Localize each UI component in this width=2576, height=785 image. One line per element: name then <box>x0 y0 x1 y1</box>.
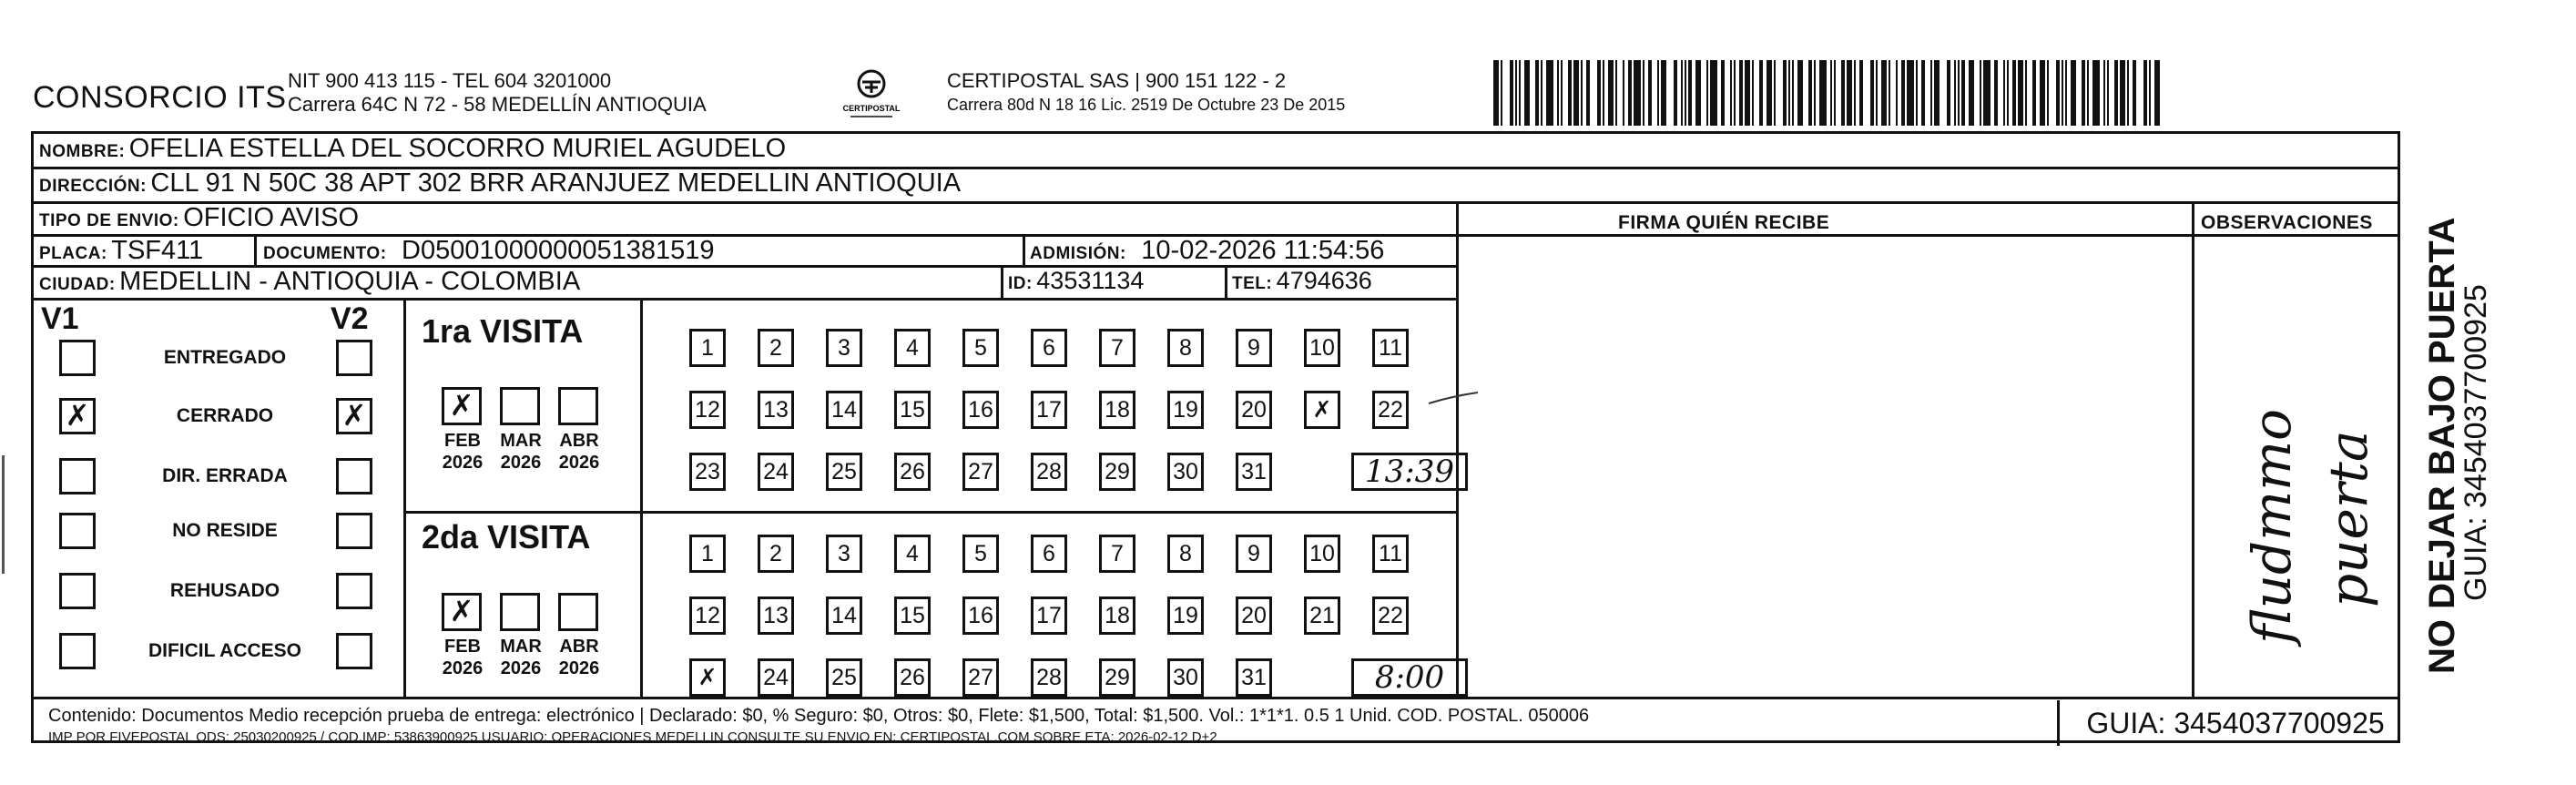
barcode-bar <box>1841 60 1845 126</box>
barcode-bar <box>1752 60 1754 126</box>
barcode-bar <box>1870 60 1874 126</box>
day-checkbox[interactable]: 6 <box>1031 329 1067 367</box>
barcode-bar <box>1493 60 1499 126</box>
barcode-bar <box>2065 60 2067 126</box>
barcode-bar <box>1901 60 1905 126</box>
day-checkbox[interactable]: 8 <box>1167 329 1204 367</box>
id-cell <box>1008 267 1144 295</box>
pen-mark <box>1427 391 1481 409</box>
barcode-bar <box>1797 60 1803 126</box>
type-row <box>39 203 359 233</box>
content-summary: Contenido: Documentos Medio recepción prueba de entrega: electrónico | Declarado: $0, % Seguro: $0, Otros: $0, Flete: $1,500, Total: $1,500. Vol.: 1*1*1. 0.5 1 Unid. COD. POSTAL. 050006 <box>48 706 1590 726</box>
company-nit: NIT 900 413 115 - TEL 604 3201000 <box>288 69 612 92</box>
barcode-bar <box>2007 60 2009 126</box>
barcode-bar <box>1706 60 1708 126</box>
day-checkbox[interactable]: 20 <box>1236 391 1272 429</box>
month-year: 2026 <box>558 658 600 678</box>
barcode-bar <box>1586 60 1590 126</box>
day-checkbox[interactable]: 16 <box>962 391 999 429</box>
barcode-bar <box>2133 60 2136 126</box>
day-checkbox[interactable]: 27 <box>962 453 999 491</box>
status-label: REHUSADO <box>169 580 280 601</box>
courier-address: Carrera 80d N 18 16 Lic. 2519 De Octubre 23 De 2015 <box>947 96 1346 114</box>
barcode-bar <box>1730 60 1732 126</box>
day-checkbox[interactable]: 7 <box>1099 535 1135 573</box>
company-info <box>288 69 707 117</box>
id-label: ID: <box>1008 274 1033 293</box>
day-checkbox[interactable]: 5 <box>962 535 999 573</box>
status-v1-checkbox[interactable] <box>59 573 96 609</box>
day-checkbox[interactable]: 19 <box>1167 391 1204 429</box>
type-label: TIPO DE ENVIO: <box>39 211 179 230</box>
document-cell <box>263 236 715 266</box>
status-label: DIFICIL ACCESO <box>148 640 301 661</box>
day-checkbox[interactable]: 7 <box>1099 329 1135 367</box>
edge-mark <box>2 455 5 574</box>
day-checkbox[interactable]: 12 <box>689 596 726 635</box>
status-v2-checkbox[interactable]: ✗ <box>336 398 372 434</box>
barcode-bar <box>2143 60 2147 126</box>
barcode-bar <box>2087 60 2089 126</box>
day-checkbox[interactable]: 9 <box>1236 329 1272 367</box>
observations-header: OBSERVACIONES <box>2201 212 2373 233</box>
barcode-bar <box>1916 60 1918 126</box>
barcode-bar <box>1830 60 1832 126</box>
day-checkbox[interactable]: 29 <box>1099 658 1135 697</box>
tel-value: 4794636 <box>1276 267 1372 294</box>
day-checkbox[interactable]: 15 <box>894 596 931 635</box>
visit-time[interactable]: 8:00 <box>1351 658 1468 697</box>
barcode-bar <box>1859 60 1863 126</box>
barcode-bar <box>1603 60 1604 126</box>
barcode-bar <box>1876 60 1878 126</box>
barcode-bar <box>1581 60 1583 126</box>
barcode-bar <box>1535 60 1539 126</box>
status-v1-checkbox[interactable] <box>59 513 96 549</box>
month-checkbox[interactable] <box>500 593 540 631</box>
barcode-bar <box>2120 60 2125 126</box>
admission-value: 10-02-2026 11:54:56 <box>1141 236 1385 265</box>
month-name: FEB <box>444 637 481 657</box>
barcode-bar <box>1834 60 1836 126</box>
admission-cell <box>1030 236 1384 266</box>
barcode-bar <box>1568 60 1572 126</box>
day-checkbox[interactable]: 14 <box>826 391 862 429</box>
status-v2-checkbox[interactable] <box>336 513 372 549</box>
day-checkbox[interactable]: 17 <box>1031 596 1067 635</box>
barcode-bar <box>1907 60 1914 126</box>
month-name: MAR <box>500 431 542 451</box>
barcode-bar <box>2047 60 2049 126</box>
observation-handwriting-2: puerta <box>2317 430 2379 607</box>
name-label: NOMBRE: <box>39 142 126 161</box>
barcode-bar <box>1501 60 1502 126</box>
barcode-bar <box>2062 60 2063 126</box>
month-year: 2026 <box>442 453 484 473</box>
recipient-name: OFELIA ESTELLA DEL SOCORRO MURIEL AGUDELO <box>128 134 787 163</box>
company-name: CONSORCIO ITS <box>33 80 287 115</box>
day-checkbox[interactable]: 20 <box>1236 596 1272 635</box>
barcode-bar <box>1947 60 1950 126</box>
day-checkbox[interactable]: 25 <box>826 453 862 491</box>
day-checkbox[interactable]: 25 <box>826 658 862 697</box>
day-checkbox[interactable]: 16 <box>962 596 999 635</box>
month-year: 2026 <box>500 453 542 473</box>
barcode-bar <box>1657 60 1659 126</box>
barcode-bar <box>1681 60 1683 126</box>
plate-cell <box>39 236 203 266</box>
barcode-bar <box>1954 60 1956 126</box>
day-checkbox[interactable]: 3 <box>826 535 862 573</box>
month-year: 2026 <box>500 658 542 678</box>
barcode-bar <box>1546 60 1553 126</box>
barcode-bar <box>1788 60 1790 126</box>
status-label: DIR. ERRADA <box>162 465 288 486</box>
status-label: ENTREGADO <box>163 347 287 368</box>
print-info: IMP POR FIVEPOSTAL ODS: 25030200925 / COD.IMP: 53863900925 USUARIO: OPERACIONES MEDELLIN CONSULTE SU ENVIO EN: CERTIPOSTAL.COM SOBRE ETA: 2026-02-12 D+2 <box>48 729 1217 745</box>
status-v2-checkbox[interactable] <box>336 573 372 609</box>
status-label: NO RESIDE <box>172 520 278 541</box>
barcode-bar <box>1510 60 1513 126</box>
day-checkbox[interactable]: ✗ <box>689 658 726 697</box>
day-checkbox[interactable]: 13 <box>758 596 794 635</box>
month-checkbox[interactable]: ✗ <box>442 593 482 631</box>
plate-value: TSF411 <box>111 236 204 265</box>
barcode-bar <box>2003 60 2005 126</box>
barcode-bar <box>1634 60 1641 126</box>
month-checkbox[interactable] <box>558 593 598 631</box>
barcode-bar <box>1710 60 1717 126</box>
day-checkbox[interactable]: 30 <box>1167 658 1204 697</box>
barcode-bar <box>2127 60 2129 126</box>
address-row <box>39 168 961 199</box>
barcode-bar <box>2018 60 2023 126</box>
barcode-bar <box>1597 60 1601 126</box>
day-checkbox[interactable]: 13 <box>758 391 794 429</box>
barcode-bar <box>1557 60 1559 126</box>
barcode-bar <box>1515 60 1517 126</box>
name-row <box>39 134 786 164</box>
month-name: ABR <box>559 431 599 451</box>
day-checkbox[interactable]: 15 <box>894 391 931 429</box>
tel-label: TEL: <box>1232 274 1273 293</box>
barcode-bar <box>1994 60 1998 126</box>
day-checkbox[interactable]: 1 <box>689 329 726 367</box>
day-checkbox[interactable]: 24 <box>758 658 794 697</box>
id-value: 43531134 <box>1036 267 1145 294</box>
day-checkbox[interactable]: 19 <box>1167 596 1204 635</box>
barcode-bar <box>1767 60 1772 126</box>
status-v1-checkbox[interactable] <box>59 340 96 376</box>
barcode-bar <box>2107 60 2109 126</box>
month-checkbox[interactable] <box>558 387 598 425</box>
barcode-bar <box>2071 60 2076 126</box>
day-checkbox[interactable]: 4 <box>894 535 931 573</box>
day-checkbox[interactable]: 18 <box>1099 596 1135 635</box>
barcode-bar <box>1814 60 1816 126</box>
day-checkbox[interactable]: 30 <box>1167 453 1204 491</box>
day-checkbox[interactable]: 21 <box>1304 596 1340 635</box>
day-checkbox[interactable]: 5 <box>962 329 999 367</box>
month-name: MAR <box>500 637 542 657</box>
document-label: DOCUMENTO: <box>263 244 387 263</box>
status-v1-checkbox[interactable] <box>59 633 96 669</box>
month-year: 2026 <box>442 658 484 678</box>
month-name: FEB <box>444 431 481 451</box>
day-checkbox[interactable]: 1 <box>689 535 726 573</box>
barcode-bar <box>2056 60 2060 126</box>
status-v1-checkbox[interactable] <box>59 458 96 494</box>
day-checkbox[interactable]: 17 <box>1031 391 1067 429</box>
day-checkbox[interactable]: 28 <box>1031 453 1067 491</box>
barcode-bar <box>1783 60 1787 126</box>
barcode-bar <box>1847 60 1852 126</box>
barcode-bar <box>1983 60 1991 126</box>
visit-time[interactable]: 13:39 <box>1351 453 1468 491</box>
barcode-bar <box>1695 60 1701 126</box>
signature-header: FIRMA QUIÉN RECIBE <box>1618 212 1830 233</box>
month-name: ABR <box>559 637 599 657</box>
day-checkbox[interactable]: 10 <box>1304 535 1340 573</box>
day-checkbox[interactable]: 9 <box>1236 535 1272 573</box>
city-label: CIUDAD: <box>39 275 116 294</box>
v1-label: V1 <box>41 301 79 336</box>
day-checkbox[interactable]: 27 <box>962 658 999 697</box>
barcode-bar <box>1808 60 1812 126</box>
day-checkbox[interactable]: 22 <box>1372 391 1409 429</box>
status-v2-checkbox[interactable] <box>336 458 372 494</box>
visit2-title: 2da VISITA <box>422 518 591 556</box>
barcode-bar <box>2032 60 2036 126</box>
status-v2-checkbox[interactable] <box>336 633 372 669</box>
barcode-bar <box>1573 60 1579 126</box>
barcode-bar <box>2040 60 2045 126</box>
day-checkbox[interactable]: 6 <box>1031 535 1067 573</box>
barcode-bar <box>1854 60 1856 126</box>
month-checkbox[interactable]: ✗ <box>442 387 482 425</box>
barcode-bar <box>1524 60 1530 126</box>
courier-name: CERTIPOSTAL SAS | 900 151 122 - 2 <box>947 69 1287 92</box>
recipient-address: CLL 91 N 50C 38 APT 302 BRR ARANJUEZ MEDELLIN ANTIOQUIA <box>150 168 962 198</box>
barcode-bar <box>1734 60 1736 126</box>
tel-cell <box>1232 267 1372 295</box>
day-checkbox[interactable]: 26 <box>894 658 931 697</box>
address-label: DIRECCIÓN: <box>39 177 147 196</box>
side-warning: NO DEJAR BAJO PUERTA <box>2422 217 2462 674</box>
day-checkbox[interactable]: 31 <box>1236 453 1272 491</box>
barcode-bar <box>1896 60 1898 126</box>
city-cell <box>39 267 580 297</box>
day-checkbox[interactable]: 8 <box>1167 535 1204 573</box>
day-checkbox[interactable]: 11 <box>1372 535 1409 573</box>
shipment-type: OFICIO AVISO <box>183 203 360 232</box>
barcode-bar <box>1792 60 1794 126</box>
barcode-bar <box>1759 60 1763 126</box>
barcode-bar <box>1674 60 1677 126</box>
barcode-bar <box>1980 60 1981 126</box>
admission-label: ADMISIÓN: <box>1030 244 1126 263</box>
plate-label: PLACA: <box>39 244 107 263</box>
barcode-bar <box>1721 60 1725 126</box>
barcode-bar <box>1889 60 1890 126</box>
day-checkbox[interactable]: 18 <box>1099 391 1135 429</box>
v2-label: V2 <box>331 301 369 336</box>
day-checkbox[interactable]: 31 <box>1236 658 1272 697</box>
day-checkbox[interactable]: 10 <box>1304 329 1340 367</box>
day-checkbox[interactable]: 22 <box>1372 596 1409 635</box>
month-year: 2026 <box>558 453 600 473</box>
day-checkbox[interactable]: 2 <box>758 329 794 367</box>
barcode-bar <box>1685 60 1686 126</box>
barcode-bar <box>1745 60 1750 126</box>
guide-number: GUIA: 3454037700925 <box>2057 700 2411 746</box>
barcode-bar <box>2025 60 2027 126</box>
certipostal-logo-icon <box>842 66 901 120</box>
visit1-title: 1ra VISITA <box>422 312 584 350</box>
document-value: D05001000000051381519 <box>402 236 715 265</box>
barcode-bar <box>1643 60 1644 126</box>
barcode-bar <box>1774 60 1776 126</box>
barcode-bar <box>2154 60 2160 126</box>
barcode-bar <box>1541 60 1543 126</box>
side-guide-number: GUIA: 3454037700925 <box>2459 284 2493 601</box>
barcode-bar <box>1688 60 1692 126</box>
barcode-bar <box>1930 60 1932 126</box>
day-checkbox[interactable]: 29 <box>1099 453 1135 491</box>
month-checkbox[interactable] <box>500 387 540 425</box>
barcode-bar <box>1615 60 1617 126</box>
city-value: MEDELLIN - ANTIOQUIA - COLOMBIA <box>119 267 581 296</box>
day-checkbox[interactable]: 26 <box>894 453 931 491</box>
barcode-bar <box>1608 60 1614 126</box>
day-checkbox[interactable]: 4 <box>894 329 931 367</box>
barcode-bar <box>2149 60 2151 126</box>
barcode-bar <box>1739 60 1743 126</box>
observation-handwriting-1: fludmmo <box>2241 408 2303 644</box>
barcode-bar <box>1819 60 1827 126</box>
barcode-bar <box>1921 60 1925 126</box>
delivery-form <box>31 131 2400 743</box>
barcode-bar <box>1934 60 1940 126</box>
barcode-bar <box>1561 60 1563 126</box>
barcode-bar <box>1881 60 1887 126</box>
barcode-bar <box>1969 60 1974 126</box>
logo-text: CERTIPOSTAL <box>842 104 901 113</box>
day-checkbox[interactable]: ✗ <box>1304 391 1340 429</box>
barcode-bar <box>2114 60 2118 126</box>
company-address: Carrera 64C N 72 - 58 MEDELLÍN ANTIOQUIA <box>288 93 707 116</box>
day-checkbox[interactable]: 11 <box>1372 329 1409 367</box>
barcode-bar <box>2082 60 2085 126</box>
day-checkbox[interactable]: 12 <box>689 391 726 429</box>
barcode-bar <box>1661 60 1666 126</box>
barcode-bar <box>1628 60 1632 126</box>
barcode-bar <box>1648 60 1652 126</box>
barcode-bar <box>1623 60 1624 126</box>
barcode-bar <box>2012 60 2016 126</box>
day-checkbox[interactable]: 24 <box>758 453 794 491</box>
courier-info <box>947 69 1345 117</box>
status-label: CERRADO <box>176 405 274 426</box>
status-v2-checkbox[interactable] <box>336 340 372 376</box>
barcode-bar <box>1961 60 1965 126</box>
barcode-bar <box>1958 60 1960 126</box>
barcode-bar <box>1519 60 1521 126</box>
barcode-bar <box>2092 60 2100 126</box>
day-checkbox[interactable]: 14 <box>826 596 862 635</box>
day-checkbox[interactable]: 28 <box>1031 658 1067 697</box>
status-v1-checkbox[interactable]: ✗ <box>59 398 96 434</box>
day-checkbox[interactable]: 3 <box>826 329 862 367</box>
day-checkbox[interactable]: 2 <box>758 535 794 573</box>
barcode-bar <box>2103 60 2105 126</box>
day-checkbox[interactable]: 23 <box>689 453 726 491</box>
barcode <box>1493 60 2167 126</box>
